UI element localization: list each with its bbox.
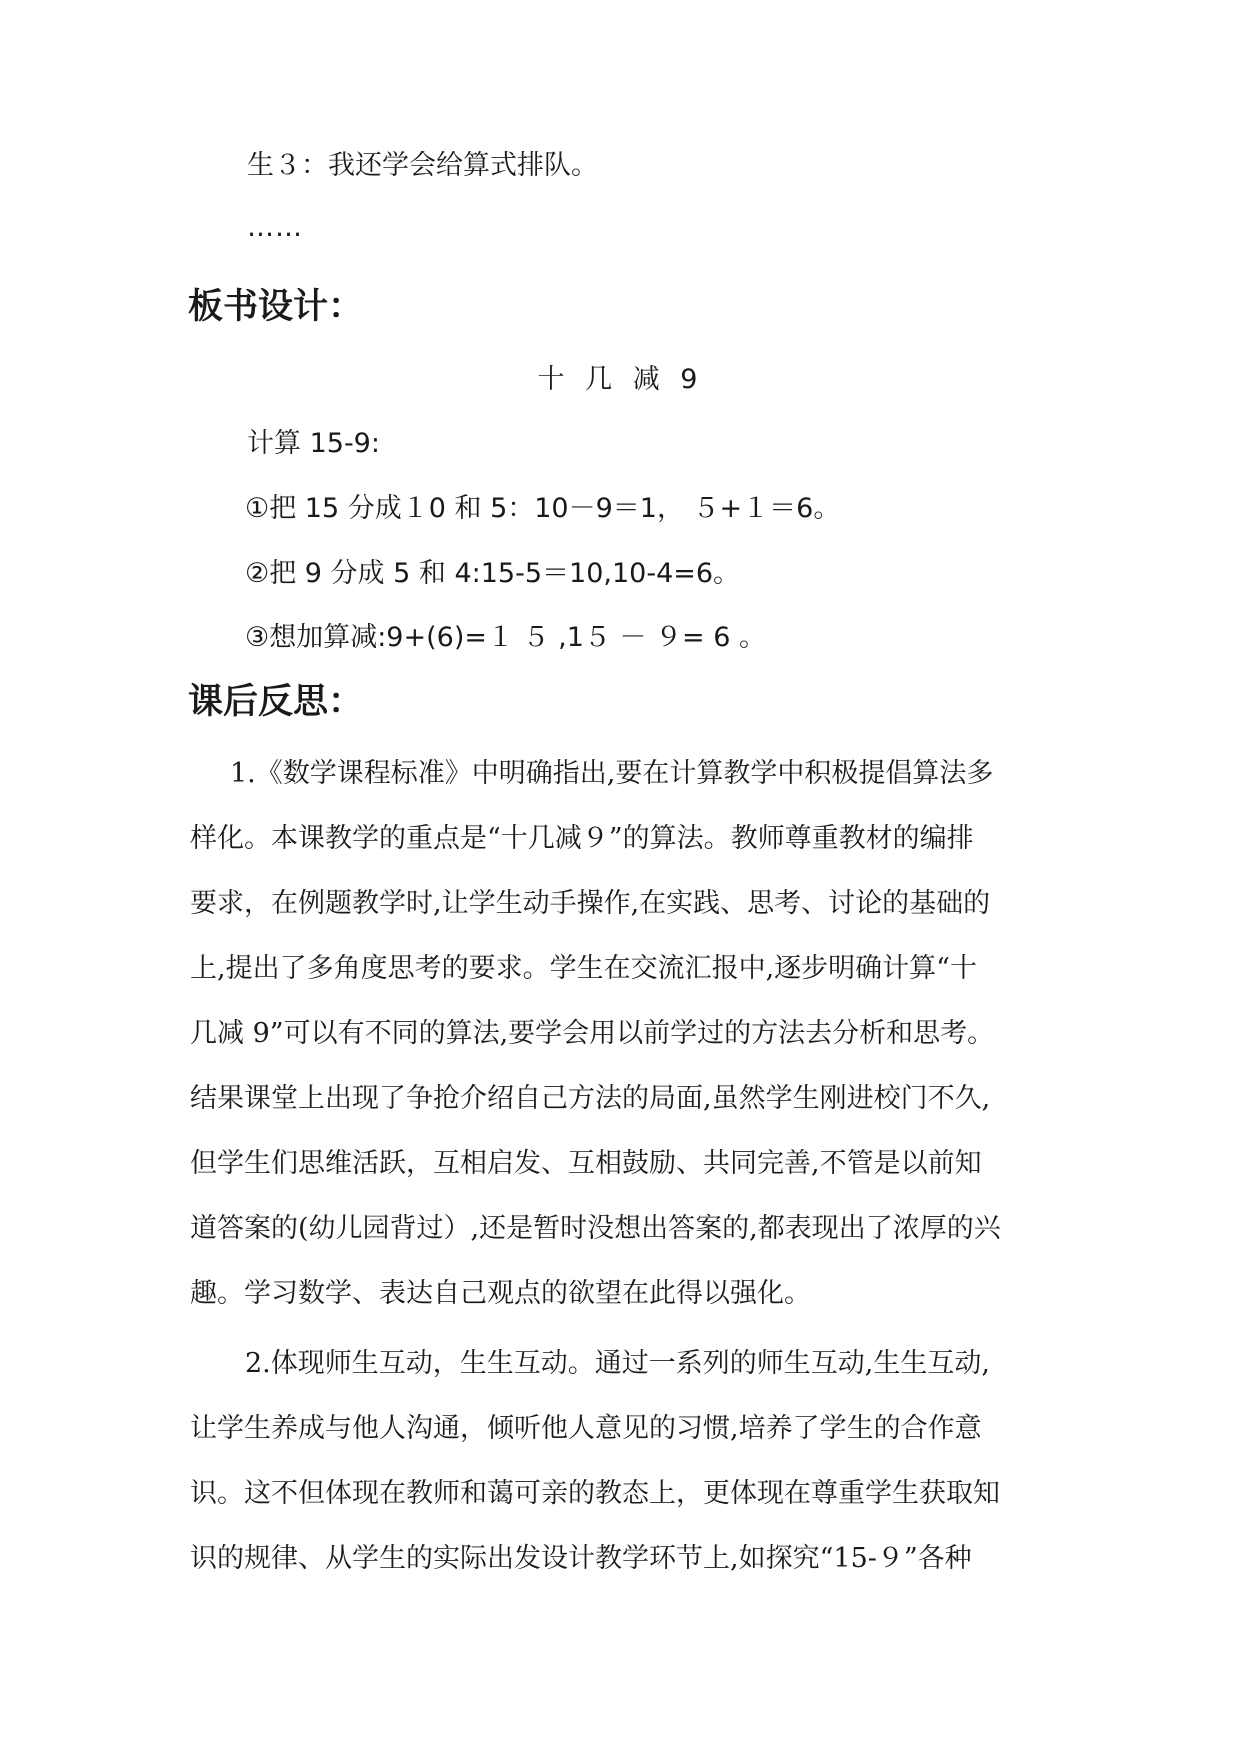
para1-line: 结果课堂上出现了争抢介绍自己方法的局面,虽然学生刚进校门不久, [190, 1083, 991, 1114]
para1-line: 道答案的(幼儿园背过）,还是暂时没想出答案的,都表现出了浓厚的兴 [190, 1213, 1001, 1244]
method-2: ②把 9 分成 5 和 4:15-5＝10,10-4=6。 [245, 558, 741, 589]
para1-line: 要求，在例题教学时,让学生动手操作,在实践、思考、讨论的基础的 [190, 888, 991, 919]
method-1: ①把 15 分成１0 和 5：10－9＝1， ５+１＝6。 [245, 493, 841, 524]
para1-line: 几减 9”可以有不同的算法,要学会用以前学过的方法去分析和思考。 [190, 1018, 995, 1049]
para2-line: 让学生养成与他人沟通，倾听他人意见的习惯,培养了学生的合作意 [190, 1413, 982, 1444]
para1-line: 样化。本课教学的重点是“十几减９”的算法。教师尊重教材的编排 [190, 823, 974, 854]
reflection-paragraph-1 [190, 741, 1065, 1326]
reflection-heading: 课后反思： [188, 682, 364, 722]
board-design-heading: 板书设计： [188, 287, 364, 327]
para1-line: 趣。学习数学、表达自己观点的欲望在此得以强化。 [190, 1278, 811, 1309]
para1-line: 但学生们思维活跃，互相启发、互相鼓励、共同完善,不管是以前知 [190, 1148, 982, 1179]
ellipsis: …… [247, 212, 303, 243]
board-center-title: 十 几 减 9 [537, 364, 704, 395]
para2-line: 识的规律、从学生的实际出发设计教学环节上,如探究“15-９”各种 [190, 1543, 972, 1574]
para1-line: 1.《数学课程标准》中明确指出,要在计算教学中积极提倡算法多 [230, 758, 994, 789]
reflection-paragraph-2 [190, 1331, 1065, 1591]
method-3: ③想加算减:9+(6)=１ ５ ,1５ － ９= 6 。 [245, 622, 767, 653]
para2-line: 识。这不但体现在教师和蔼可亲的教态上，更体现在尊重学生获取知 [190, 1478, 1000, 1509]
para1-line: 上,提出了多角度思考的要求。学生在交流汇报中,逐步明确计算“十 [190, 953, 977, 984]
calc-label: 计算 15-9: [247, 428, 380, 459]
student3-line: 生３：我还学会给算式排队。 [247, 150, 598, 181]
para2-line: 2.体现师生互动，生生互动。通过一系列的师生互动,生生互动, [245, 1348, 990, 1379]
